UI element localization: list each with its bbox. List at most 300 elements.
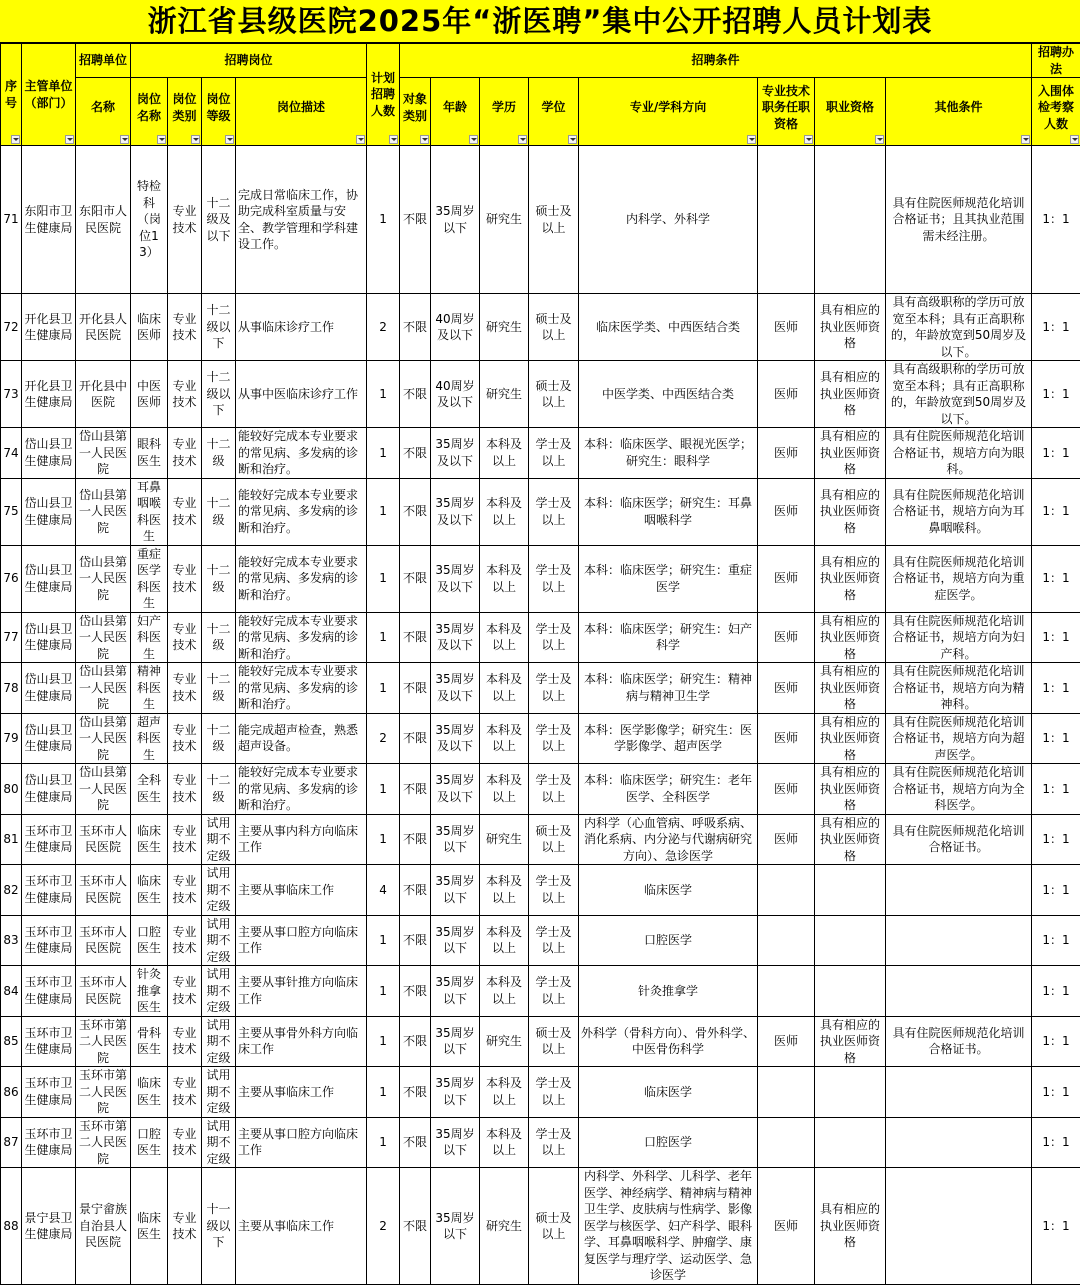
cell-degree: 学士及以上 bbox=[529, 612, 579, 663]
cell-post-name: 口腔医生 bbox=[131, 1117, 168, 1168]
cell-major: 口腔医学 bbox=[579, 1117, 758, 1168]
table-row bbox=[1, 361, 1080, 428]
header-post-desc[interactable]: 岗位描述 bbox=[236, 78, 367, 146]
cell-target: 不限 bbox=[400, 764, 431, 815]
header-education[interactable]: 学历 bbox=[480, 78, 529, 146]
header-degree[interactable]: 学位 bbox=[529, 78, 579, 146]
cell-post-name: 临床医生 bbox=[131, 814, 168, 865]
cell-target: 不限 bbox=[400, 1168, 431, 1285]
cell-license: 具有相应的执业医师资格 bbox=[815, 612, 886, 663]
cell-dept: 开化县卫生健康局 bbox=[22, 294, 76, 361]
cell-post-desc: 主要从事针推方向临床工作 bbox=[236, 966, 367, 1017]
cell-seq: 71 bbox=[1, 146, 22, 294]
cell-other bbox=[886, 1168, 1032, 1285]
cell-post-grade: 十二级以下 bbox=[202, 361, 236, 428]
filter-dropdown-icon[interactable] bbox=[469, 135, 478, 144]
cell-post-name: 特检科（岗位13） bbox=[131, 146, 168, 294]
cell-license: 具有相应的执业医师资格 bbox=[815, 1016, 886, 1067]
table-row bbox=[1, 1067, 1080, 1118]
filter-dropdown-icon[interactable] bbox=[804, 135, 813, 144]
table-row bbox=[1, 865, 1080, 916]
cell-post-grade: 十一级以下 bbox=[202, 1168, 236, 1285]
cell-other: 具有住院医师规范化培训合格证书；且其执业范围需未经注册。 bbox=[886, 146, 1032, 294]
filter-dropdown-icon[interactable] bbox=[389, 135, 398, 144]
cell-target: 不限 bbox=[400, 814, 431, 865]
cell-degree: 硕士及以上 bbox=[529, 294, 579, 361]
cell-dept: 岱山县卫生健康局 bbox=[22, 663, 76, 714]
cell-ratio: 1：1 bbox=[1032, 966, 1080, 1017]
cell-title-req: 医师 bbox=[758, 814, 815, 865]
cell-plan-count: 2 bbox=[367, 713, 400, 764]
cell-title-req bbox=[758, 1067, 815, 1118]
cell-post-grade: 十二级 bbox=[202, 478, 236, 545]
cell-post-name: 临床医生 bbox=[131, 1168, 168, 1285]
cell-age: 40周岁及以下 bbox=[431, 361, 480, 428]
page-title: 浙江省县级医院2025年“浙医聘”集中公开招聘人员计划表 bbox=[0, 0, 1080, 43]
cell-target: 不限 bbox=[400, 865, 431, 916]
header-conditions-group: 招聘条件 bbox=[400, 44, 1032, 78]
header-method-group: 招聘办法 bbox=[1032, 44, 1080, 78]
cell-degree: 学士及以上 bbox=[529, 545, 579, 612]
cell-post-type: 专业技术 bbox=[168, 478, 202, 545]
cell-education: 研究生 bbox=[480, 1168, 529, 1285]
cell-post-type: 专业技术 bbox=[168, 915, 202, 966]
cell-degree: 硕士及以上 bbox=[529, 1168, 579, 1285]
cell-post-grade: 十二级 bbox=[202, 764, 236, 815]
table-row bbox=[1, 478, 1080, 545]
header-post-name[interactable]: 岗位名称 bbox=[131, 78, 168, 146]
cell-post-type: 专业技术 bbox=[168, 1016, 202, 1067]
cell-ratio: 1：1 bbox=[1032, 1168, 1080, 1285]
cell-degree: 学士及以上 bbox=[529, 1067, 579, 1118]
cell-dept: 玉环市卫生健康局 bbox=[22, 915, 76, 966]
header-other[interactable]: 其他条件 bbox=[886, 78, 1032, 146]
cell-post-type: 专业技术 bbox=[168, 428, 202, 479]
cell-dept: 玉环市卫生健康局 bbox=[22, 814, 76, 865]
cell-target: 不限 bbox=[400, 294, 431, 361]
cell-title-req bbox=[758, 966, 815, 1017]
cell-education: 本科及以上 bbox=[480, 478, 529, 545]
filter-dropdown-icon[interactable] bbox=[518, 135, 527, 144]
cell-post-grade: 十二级 bbox=[202, 545, 236, 612]
cell-post-grade: 十二级 bbox=[202, 428, 236, 479]
cell-major: 本科：临床医学；研究生：精神病与精神卫生学 bbox=[579, 663, 758, 714]
cell-age: 35周岁以下 bbox=[431, 146, 480, 294]
cell-age: 35周岁以下 bbox=[431, 966, 480, 1017]
cell-unit: 玉环市人民医院 bbox=[76, 966, 131, 1017]
cell-plan-count: 1 bbox=[367, 663, 400, 714]
filter-dropdown-icon[interactable] bbox=[120, 135, 129, 144]
header-seq[interactable]: 序号 bbox=[1, 44, 22, 146]
cell-ratio: 1：1 bbox=[1032, 814, 1080, 865]
cell-title-req: 医师 bbox=[758, 545, 815, 612]
header-plan-count[interactable]: 计划招聘人数 bbox=[367, 44, 400, 146]
filter-dropdown-icon[interactable] bbox=[157, 135, 166, 144]
cell-plan-count: 1 bbox=[367, 361, 400, 428]
cell-education: 研究生 bbox=[480, 361, 529, 428]
filter-dropdown-icon[interactable] bbox=[65, 135, 74, 144]
cell-other bbox=[886, 865, 1032, 916]
cell-post-name: 全科医生 bbox=[131, 764, 168, 815]
cell-age: 35周岁以下 bbox=[431, 1168, 480, 1285]
cell-seq: 72 bbox=[1, 294, 22, 361]
cell-ratio: 1：1 bbox=[1032, 612, 1080, 663]
cell-post-type: 专业技术 bbox=[168, 146, 202, 294]
filter-dropdown-icon[interactable] bbox=[568, 135, 577, 144]
cell-education: 研究生 bbox=[480, 814, 529, 865]
cell-title-req bbox=[758, 146, 815, 294]
cell-post-name: 精神科医生 bbox=[131, 663, 168, 714]
cell-age: 35周岁以下 bbox=[431, 915, 480, 966]
cell-seq: 77 bbox=[1, 612, 22, 663]
cell-other: 具有住院医师规范化培训合格证书，规培方向为耳鼻咽喉科。 bbox=[886, 478, 1032, 545]
cell-post-grade: 试用期不定级 bbox=[202, 915, 236, 966]
table-row bbox=[1, 1117, 1080, 1168]
cell-plan-count: 2 bbox=[367, 294, 400, 361]
cell-dept: 玉环市卫生健康局 bbox=[22, 1067, 76, 1118]
filter-dropdown-icon[interactable] bbox=[356, 135, 365, 144]
filter-dropdown-icon[interactable] bbox=[11, 135, 20, 144]
cell-education: 本科及以上 bbox=[480, 966, 529, 1017]
cell-major: 内科学、外科学、儿科学、老年医学、神经病学、精神病与精神卫生学、皮肤病与性病学、影像医学与核医学、妇产科学、眼科学、耳鼻咽喉科学、肿瘤学、康复医学与理疗学、运动医学、急诊医学 bbox=[579, 1168, 758, 1285]
cell-unit: 玉环市人民医院 bbox=[76, 865, 131, 916]
cell-other: 具有住院医师规范化培训合格证书，规培方向为全科医学。 bbox=[886, 764, 1032, 815]
cell-post-type: 专业技术 bbox=[168, 1168, 202, 1285]
cell-post-type: 专业技术 bbox=[168, 663, 202, 714]
cell-degree: 学士及以上 bbox=[529, 713, 579, 764]
cell-post-name: 中医医师 bbox=[131, 361, 168, 428]
cell-post-type: 专业技术 bbox=[168, 1117, 202, 1168]
cell-seq: 85 bbox=[1, 1016, 22, 1067]
table-row bbox=[1, 814, 1080, 865]
cell-ratio: 1：1 bbox=[1032, 1067, 1080, 1118]
cell-other: 具有住院医师规范化培训合格证书。 bbox=[886, 1016, 1032, 1067]
cell-other: 具有住院医师规范化培训合格证书，规培方向为重症医学。 bbox=[886, 545, 1032, 612]
cell-dept: 玉环市卫生健康局 bbox=[22, 1117, 76, 1168]
cell-dept: 岱山县卫生健康局 bbox=[22, 428, 76, 479]
cell-post-grade: 试用期不定级 bbox=[202, 865, 236, 916]
cell-age: 35周岁以下 bbox=[431, 1067, 480, 1118]
cell-education: 本科及以上 bbox=[480, 428, 529, 479]
cell-post-desc: 能完成超声检查，熟悉超声设备。 bbox=[236, 713, 367, 764]
cell-degree: 学士及以上 bbox=[529, 428, 579, 479]
filter-dropdown-icon[interactable] bbox=[191, 135, 200, 144]
filter-dropdown-icon[interactable] bbox=[747, 135, 756, 144]
cell-dept: 岱山县卫生健康局 bbox=[22, 478, 76, 545]
cell-dept: 玉环市卫生健康局 bbox=[22, 865, 76, 916]
cell-title-req: 医师 bbox=[758, 478, 815, 545]
cell-plan-count: 1 bbox=[367, 764, 400, 815]
cell-post-desc: 能较好完成本专业要求的常见病、多发病的诊断和治疗。 bbox=[236, 478, 367, 545]
cell-title-req bbox=[758, 865, 815, 916]
cell-other: 具有住院医师规范化培训合格证书，规培方向为精神科。 bbox=[886, 663, 1032, 714]
cell-plan-count: 4 bbox=[367, 865, 400, 916]
cell-title-req: 医师 bbox=[758, 294, 815, 361]
cell-plan-count: 1 bbox=[367, 1016, 400, 1067]
cell-other bbox=[886, 966, 1032, 1017]
cell-license: 具有相应的执业医师资格 bbox=[815, 545, 886, 612]
cell-ratio: 1：1 bbox=[1032, 865, 1080, 916]
cell-degree: 学士及以上 bbox=[529, 966, 579, 1017]
cell-education: 研究生 bbox=[480, 294, 529, 361]
cell-education: 本科及以上 bbox=[480, 612, 529, 663]
header-title-req[interactable]: 专业技术职务任职资格 bbox=[758, 78, 815, 146]
cell-post-grade: 试用期不定级 bbox=[202, 1016, 236, 1067]
table-row bbox=[1, 915, 1080, 966]
cell-post-type: 专业技术 bbox=[168, 966, 202, 1017]
cell-major: 内科学（心血管病、呼吸系病、消化系病、内分泌与代谢病研究方向）、急诊医学 bbox=[579, 814, 758, 865]
table-body bbox=[1, 146, 1080, 1285]
cell-post-name: 妇产科医生 bbox=[131, 612, 168, 663]
cell-license: 具有相应的执业医师资格 bbox=[815, 713, 886, 764]
table-row bbox=[1, 764, 1080, 815]
cell-title-req: 医师 bbox=[758, 1168, 815, 1285]
cell-target: 不限 bbox=[400, 1067, 431, 1118]
table-row bbox=[1, 1168, 1080, 1285]
cell-post-grade: 试用期不定级 bbox=[202, 814, 236, 865]
cell-dept: 景宁县卫生健康局 bbox=[22, 1168, 76, 1285]
cell-seq: 83 bbox=[1, 915, 22, 966]
cell-major: 本科：医学影像学；研究生：医学影像学、超声医学 bbox=[579, 713, 758, 764]
cell-dept: 玉环市卫生健康局 bbox=[22, 1016, 76, 1067]
table-header bbox=[1, 44, 1080, 146]
cell-seq: 75 bbox=[1, 478, 22, 545]
cell-post-desc: 能较好完成本专业要求的常见病、多发病的诊断和治疗。 bbox=[236, 764, 367, 815]
cell-major: 本科：临床医学；研究生：重症医学 bbox=[579, 545, 758, 612]
cell-seq: 84 bbox=[1, 966, 22, 1017]
cell-age: 35周岁及以下 bbox=[431, 545, 480, 612]
cell-major: 本科：临床医学；研究生：耳鼻咽喉科学 bbox=[579, 478, 758, 545]
cell-plan-count: 2 bbox=[367, 1168, 400, 1285]
header-post-type[interactable]: 岗位类别 bbox=[168, 78, 202, 146]
cell-unit: 岱山县第一人民医院 bbox=[76, 764, 131, 815]
cell-other: 具有住院医师规范化培训合格证书，规培方向为眼科。 bbox=[886, 428, 1032, 479]
cell-title-req: 医师 bbox=[758, 361, 815, 428]
cell-post-desc: 主要从事内科方向临床工作 bbox=[236, 814, 367, 865]
cell-unit: 岱山县第一人民医院 bbox=[76, 713, 131, 764]
cell-age: 35周岁及以下 bbox=[431, 428, 480, 479]
cell-license: 具有相应的执业医师资格 bbox=[815, 428, 886, 479]
header-major[interactable]: 专业/学科方向 bbox=[579, 78, 758, 146]
header-age[interactable]: 年龄 bbox=[431, 78, 480, 146]
cell-seq: 79 bbox=[1, 713, 22, 764]
cell-degree: 学士及以上 bbox=[529, 478, 579, 545]
cell-ratio: 1：1 bbox=[1032, 764, 1080, 815]
cell-education: 本科及以上 bbox=[480, 545, 529, 612]
cell-seq: 74 bbox=[1, 428, 22, 479]
cell-title-req: 医师 bbox=[758, 1016, 815, 1067]
cell-post-type: 专业技术 bbox=[168, 612, 202, 663]
header-dept[interactable]: 主管单位（部门） bbox=[22, 44, 76, 146]
header-license[interactable]: 职业资格 bbox=[815, 78, 886, 146]
cell-post-grade: 十二级以下 bbox=[202, 294, 236, 361]
filter-dropdown-icon[interactable] bbox=[1070, 135, 1079, 144]
cell-degree: 学士及以上 bbox=[529, 764, 579, 815]
cell-post-name: 眼科医生 bbox=[131, 428, 168, 479]
cell-license bbox=[815, 1067, 886, 1118]
cell-post-type: 专业技术 bbox=[168, 814, 202, 865]
cell-unit: 玉环市人民医院 bbox=[76, 915, 131, 966]
cell-post-grade: 试用期不定级 bbox=[202, 1067, 236, 1118]
cell-unit: 开化县中医院 bbox=[76, 361, 131, 428]
cell-post-type: 专业技术 bbox=[168, 764, 202, 815]
cell-education: 研究生 bbox=[480, 146, 529, 294]
cell-age: 35周岁以下 bbox=[431, 1016, 480, 1067]
cell-degree: 硕士及以上 bbox=[529, 146, 579, 294]
cell-license bbox=[815, 915, 886, 966]
cell-ratio: 1：1 bbox=[1032, 915, 1080, 966]
cell-degree: 学士及以上 bbox=[529, 915, 579, 966]
cell-unit: 玉环市第二人民医院 bbox=[76, 1117, 131, 1168]
table-row bbox=[1, 146, 1080, 294]
cell-age: 35周岁以下 bbox=[431, 1117, 480, 1168]
cell-post-desc: 完成日常临床工作，协助完成科室质量与安全、教学管理和学科建设工作。 bbox=[236, 146, 367, 294]
cell-post-name: 重症医学科医生 bbox=[131, 545, 168, 612]
cell-age: 35周岁及以下 bbox=[431, 478, 480, 545]
recruitment-table bbox=[0, 43, 1080, 1285]
cell-post-grade: 试用期不定级 bbox=[202, 966, 236, 1017]
cell-degree: 硕士及以上 bbox=[529, 814, 579, 865]
cell-dept: 东阳市卫生健康局 bbox=[22, 146, 76, 294]
cell-title-req bbox=[758, 915, 815, 966]
cell-dept: 岱山县卫生健康局 bbox=[22, 545, 76, 612]
cell-age: 35周岁及以下 bbox=[431, 713, 480, 764]
cell-degree: 学士及以上 bbox=[529, 663, 579, 714]
cell-post-name: 超声科医生 bbox=[131, 713, 168, 764]
cell-post-desc: 能较好完成本专业要求的常见病、多发病的诊断和治疗。 bbox=[236, 428, 367, 479]
cell-other: 具有住院医师规范化培训合格证书，规培方向为超声医学。 bbox=[886, 713, 1032, 764]
filter-dropdown-icon[interactable] bbox=[225, 135, 234, 144]
cell-target: 不限 bbox=[400, 545, 431, 612]
cell-other: 具有高级职称的学历可放宽至本科；具有正高职称的，年龄放宽到50周岁及以下。 bbox=[886, 361, 1032, 428]
cell-degree: 硕士及以上 bbox=[529, 1016, 579, 1067]
cell-post-grade: 十二级 bbox=[202, 612, 236, 663]
cell-age: 35周岁及以下 bbox=[431, 612, 480, 663]
cell-seq: 86 bbox=[1, 1067, 22, 1118]
header-post-grade[interactable]: 岗位等级 bbox=[202, 78, 236, 146]
table-row bbox=[1, 545, 1080, 612]
cell-title-req: 医师 bbox=[758, 428, 815, 479]
cell-post-desc: 从事临床诊疗工作 bbox=[236, 294, 367, 361]
cell-license bbox=[815, 1117, 886, 1168]
cell-unit: 岱山县第一人民医院 bbox=[76, 663, 131, 714]
cell-post-grade: 十二级及以下 bbox=[202, 146, 236, 294]
cell-seq: 76 bbox=[1, 545, 22, 612]
cell-post-desc: 主要从事骨外科方向临床工作 bbox=[236, 1016, 367, 1067]
cell-degree: 学士及以上 bbox=[529, 865, 579, 916]
cell-license bbox=[815, 865, 886, 916]
header-ratio[interactable]: 入围体检考察人数 bbox=[1032, 78, 1080, 146]
cell-title-req: 医师 bbox=[758, 764, 815, 815]
cell-title-req: 医师 bbox=[758, 612, 815, 663]
cell-target: 不限 bbox=[400, 612, 431, 663]
cell-ratio: 1：1 bbox=[1032, 294, 1080, 361]
cell-target: 不限 bbox=[400, 361, 431, 428]
cell-age: 40周岁及以下 bbox=[431, 294, 480, 361]
cell-plan-count: 1 bbox=[367, 814, 400, 865]
cell-ratio: 1：1 bbox=[1032, 361, 1080, 428]
cell-target: 不限 bbox=[400, 966, 431, 1017]
cell-unit: 玉环市第二人民医院 bbox=[76, 1016, 131, 1067]
cell-education: 本科及以上 bbox=[480, 915, 529, 966]
cell-major: 本科：临床医学；研究生：妇产科学 bbox=[579, 612, 758, 663]
cell-post-name: 耳鼻咽喉科医生 bbox=[131, 478, 168, 545]
cell-unit: 岱山县第一人民医院 bbox=[76, 612, 131, 663]
cell-post-name: 临床医师 bbox=[131, 294, 168, 361]
cell-target: 不限 bbox=[400, 713, 431, 764]
cell-seq: 73 bbox=[1, 361, 22, 428]
cell-post-desc: 从事中医临床诊疗工作 bbox=[236, 361, 367, 428]
cell-post-desc: 能较好完成本专业要求的常见病、多发病的诊断和治疗。 bbox=[236, 663, 367, 714]
cell-major: 外科学（骨科方向）、骨外科学、中医骨伤科学 bbox=[579, 1016, 758, 1067]
table-row bbox=[1, 612, 1080, 663]
cell-unit: 玉环市人民医院 bbox=[76, 814, 131, 865]
cell-license: 具有相应的执业医师资格 bbox=[815, 764, 886, 815]
cell-seq: 82 bbox=[1, 865, 22, 916]
cell-unit: 岱山县第一人民医院 bbox=[76, 428, 131, 479]
cell-post-desc: 能较好完成本专业要求的常见病、多发病的诊断和治疗。 bbox=[236, 612, 367, 663]
cell-seq: 87 bbox=[1, 1117, 22, 1168]
cell-post-name: 口腔医生 bbox=[131, 915, 168, 966]
cell-plan-count: 1 bbox=[367, 1117, 400, 1168]
cell-major: 临床医学 bbox=[579, 865, 758, 916]
cell-post-desc: 主要从事临床工作 bbox=[236, 1168, 367, 1285]
filter-dropdown-icon[interactable] bbox=[420, 135, 429, 144]
cell-unit: 玉环市第二人民医院 bbox=[76, 1067, 131, 1118]
table-row bbox=[1, 428, 1080, 479]
cell-major: 本科：临床医学、眼视光医学；研究生：眼科学 bbox=[579, 428, 758, 479]
cell-education: 本科及以上 bbox=[480, 1117, 529, 1168]
cell-other bbox=[886, 1117, 1032, 1168]
cell-dept: 岱山县卫生健康局 bbox=[22, 764, 76, 815]
filter-dropdown-icon[interactable] bbox=[875, 135, 884, 144]
cell-license: 具有相应的执业医师资格 bbox=[815, 1168, 886, 1285]
cell-age: 35周岁及以下 bbox=[431, 764, 480, 815]
cell-target: 不限 bbox=[400, 663, 431, 714]
header-unit-name[interactable]: 名称 bbox=[76, 78, 131, 146]
cell-post-desc: 能较好完成本专业要求的常见病、多发病的诊断和治疗。 bbox=[236, 545, 367, 612]
cell-other: 具有住院医师规范化培训合格证书。 bbox=[886, 814, 1032, 865]
cell-post-type: 专业技术 bbox=[168, 713, 202, 764]
cell-post-name: 临床医生 bbox=[131, 1067, 168, 1118]
cell-age: 35周岁及以下 bbox=[431, 663, 480, 714]
cell-plan-count: 1 bbox=[367, 146, 400, 294]
cell-major: 口腔医学 bbox=[579, 915, 758, 966]
cell-post-type: 专业技术 bbox=[168, 294, 202, 361]
cell-title-req: 医师 bbox=[758, 663, 815, 714]
cell-post-name: 临床医生 bbox=[131, 865, 168, 916]
header-target[interactable]: 对象类别 bbox=[400, 78, 431, 146]
cell-post-grade: 试用期不定级 bbox=[202, 1117, 236, 1168]
cell-license: 具有相应的执业医师资格 bbox=[815, 361, 886, 428]
cell-other: 具有高级职称的学历可放宽至本科；具有正高职称的，年龄放宽到50周岁及以下。 bbox=[886, 294, 1032, 361]
cell-major: 本科：临床医学；研究生：老年医学、全科医学 bbox=[579, 764, 758, 815]
cell-target: 不限 bbox=[400, 428, 431, 479]
table-row bbox=[1, 663, 1080, 714]
cell-license bbox=[815, 966, 886, 1017]
cell-dept: 玉环市卫生健康局 bbox=[22, 966, 76, 1017]
table-row bbox=[1, 294, 1080, 361]
filter-dropdown-icon[interactable] bbox=[1021, 135, 1030, 144]
cell-post-name: 骨科医生 bbox=[131, 1016, 168, 1067]
cell-ratio: 1：1 bbox=[1032, 1117, 1080, 1168]
cell-unit: 岱山县第一人民医院 bbox=[76, 478, 131, 545]
cell-degree: 学士及以上 bbox=[529, 1117, 579, 1168]
cell-major: 内科学、外科学 bbox=[579, 146, 758, 294]
cell-ratio: 1：1 bbox=[1032, 478, 1080, 545]
table-row bbox=[1, 966, 1080, 1017]
header-unit-group: 招聘单位 bbox=[76, 44, 131, 78]
